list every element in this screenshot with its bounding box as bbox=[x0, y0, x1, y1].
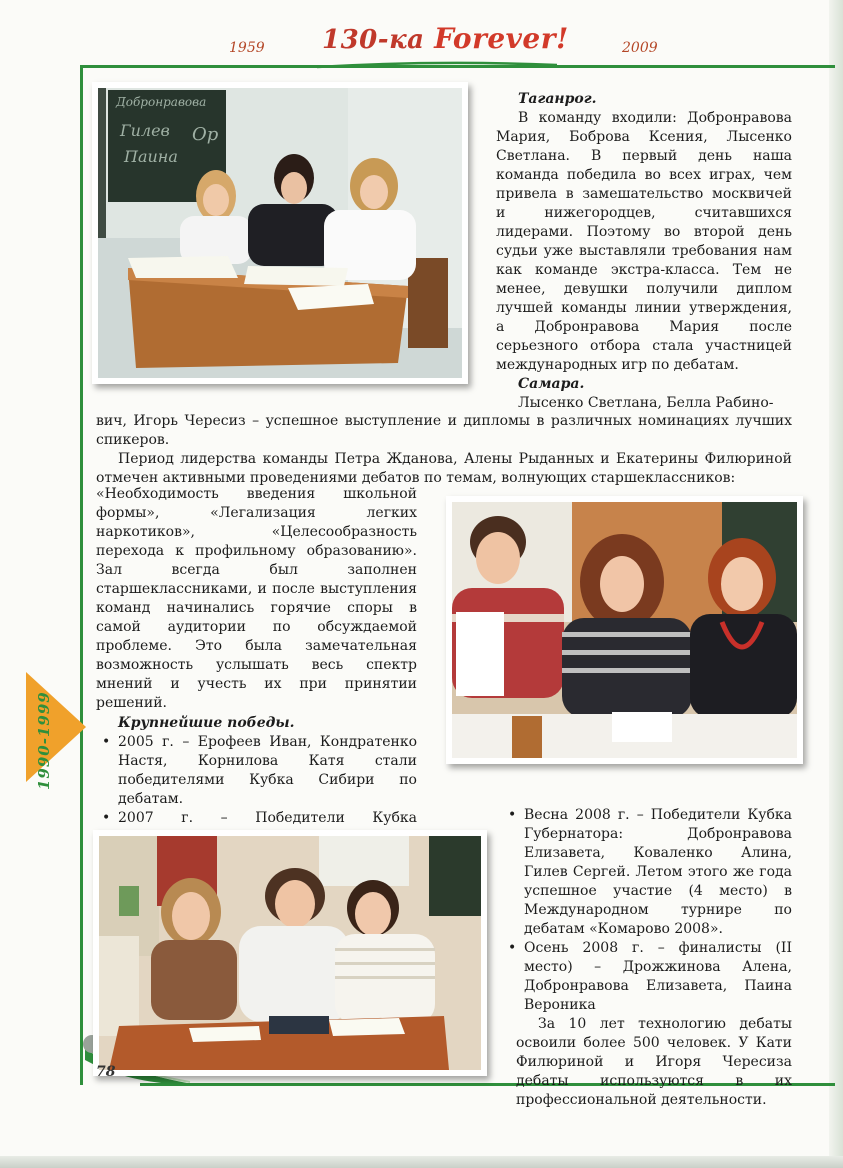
victories-title: Крупнейшие победы. bbox=[118, 715, 295, 731]
taganrog-block bbox=[496, 90, 792, 413]
victory-item: • 2005 г. – Ерофеев Иван, Кондратенко Настя, Корнилова Катя стали победителями Кубка Сибири по дебатам. bbox=[96, 733, 417, 809]
victory-item: • Осень 2008 г. – финалисты (II место) – Дрожжинова Алена, Добронравова Елизавета, Паина Вероника bbox=[502, 939, 792, 1015]
page-number: 78 bbox=[96, 1064, 116, 1080]
photo-winners bbox=[93, 830, 487, 1076]
closing-text: За 10 лет технологию дебаты освоили более 500 человек. У Кати Филюриной и Игоря Чересиза дебаты используются в их профессиональной деятельности. bbox=[516, 1016, 792, 1108]
bottom-shadow bbox=[0, 1156, 843, 1168]
logo-forever: Forever! bbox=[434, 22, 569, 55]
samara-title: Самара. bbox=[518, 376, 585, 392]
victory-item: • 2007 г. – Победители Кубка bbox=[96, 809, 417, 866]
logo-prefix: 130-ка bbox=[322, 25, 435, 55]
frame-top-line bbox=[80, 65, 835, 68]
page-edge bbox=[829, 0, 843, 1168]
period-text-wide: Период лидерства команды Петра Жданова, Алены Рыданных и Екатерины Филюриной отмечен активными проведениями дебатов по темам, волнующих старшеклассников: bbox=[96, 451, 792, 486]
right-bottom-block bbox=[502, 806, 792, 1110]
frame-left-line bbox=[80, 65, 83, 1085]
photo-three-students bbox=[446, 496, 803, 764]
samara-text-rest: вич, Игорь Чересиз – успешное выступление и дипломы в различных номинациях лучших спикеров. bbox=[96, 413, 792, 448]
taganrog-title: Таганрог. bbox=[518, 91, 597, 107]
victories-list-right bbox=[502, 806, 792, 1015]
header-year-right: 2009 bbox=[622, 40, 658, 56]
header-year-left: 1959 bbox=[229, 40, 265, 56]
period-text-narrow: «Необходимость введения школьной формы», «Легализация легких наркотиков», «Целесообразность перехода к профильному образованию». Зал всегда был заполнен старшеклассниками, и после выступления команд начинались горячие споры в самой аудитории по обсуждаемой проблеме. Это была замечательная возможность услышать весь спектр мнений и учесть их при принятии решений. bbox=[96, 486, 417, 711]
wide-block bbox=[96, 412, 792, 488]
victory-item: • Весна 2008 г. – Победители Кубка Губернатора: Добронравова Елизавета, Коваленко Алина, Гилев Сергей. Летом этого же года успешное участие (4 место) в Международном турнире по дебатам «Комарово 2008». bbox=[502, 806, 792, 939]
taganrog-text: В команду входили: Добронравова Мария, Боброва Ксения, Лысенко Светлана. В первый день наша команда победила во всех играх, чем привела в замешательство москвичей и нижегородцев, считавшихся лидерами. Поэтому во второй день судьи уже выставляли требования нам как команде экстра-класса. Тем не менее, девушки получили диплом лучшей команды линии утверждения, а Добронравова Мария после серьезного отбора стала участницей международных игр по дебатам. bbox=[496, 110, 792, 373]
photo-taganrog-team bbox=[92, 82, 468, 384]
samara-text-first: Лысенко Светлана, Белла Рабино- bbox=[518, 395, 774, 411]
side-tab-years: 1990-1999 bbox=[35, 691, 53, 790]
period-narrow-block bbox=[96, 485, 417, 866]
board-text-4: Ор bbox=[192, 124, 219, 145]
board-text-2: Гилев bbox=[120, 121, 170, 140]
board-text-3: Паина bbox=[124, 147, 178, 166]
header-logo bbox=[322, 22, 569, 55]
board-text-1: Добронравова bbox=[116, 95, 207, 109]
